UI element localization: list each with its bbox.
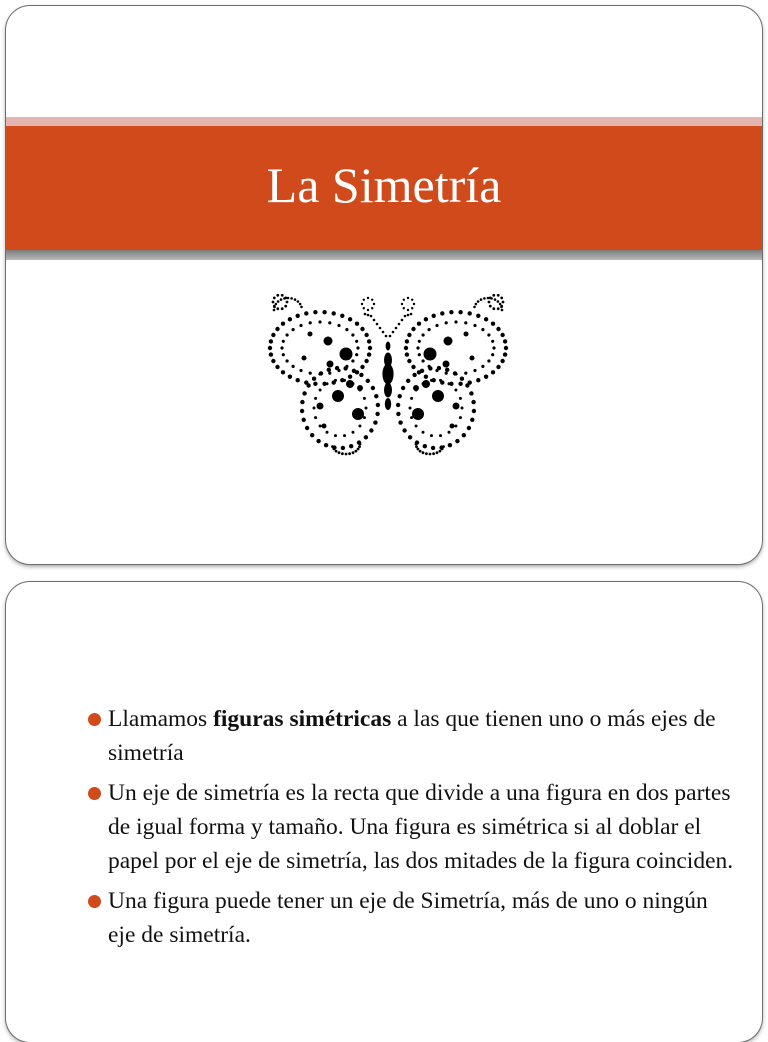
bullet-dot-icon	[88, 787, 101, 800]
butterfly-image	[258, 286, 518, 464]
content-slide	[6, 582, 762, 1042]
butterfly-icon	[258, 286, 518, 464]
bullet-item	[88, 776, 738, 878]
bullet-list	[88, 702, 738, 958]
bullet-text-bold: figuras simétricas	[213, 706, 392, 732]
title-band-shadow	[6, 250, 762, 260]
bullet-text: Una figura puede tener un eje de Simetría, más de uno o ningún eje de simetría.	[108, 888, 708, 948]
slide-title: La Simetría	[266, 157, 502, 213]
title-band	[6, 126, 762, 250]
bullet-text-suffix: a las que tienen uno o más ejes de simetría	[108, 706, 716, 766]
title-slide	[6, 6, 762, 564]
bullet-item	[88, 702, 738, 770]
bullet-dot-icon	[88, 713, 101, 726]
bullet-text: Un eje de simetría es la recta que divide a una figura en dos partes de igual forma y tamaño. Una figura es simétrica si al doblar el papel por el eje de simetría, las dos mitades de la figura coinciden.	[108, 780, 734, 874]
bullet-item	[88, 884, 738, 952]
bullet-dot-icon	[88, 895, 101, 908]
title-band-top-stripe	[6, 117, 762, 126]
bullet-text-prefix: Llamamos	[108, 706, 214, 732]
